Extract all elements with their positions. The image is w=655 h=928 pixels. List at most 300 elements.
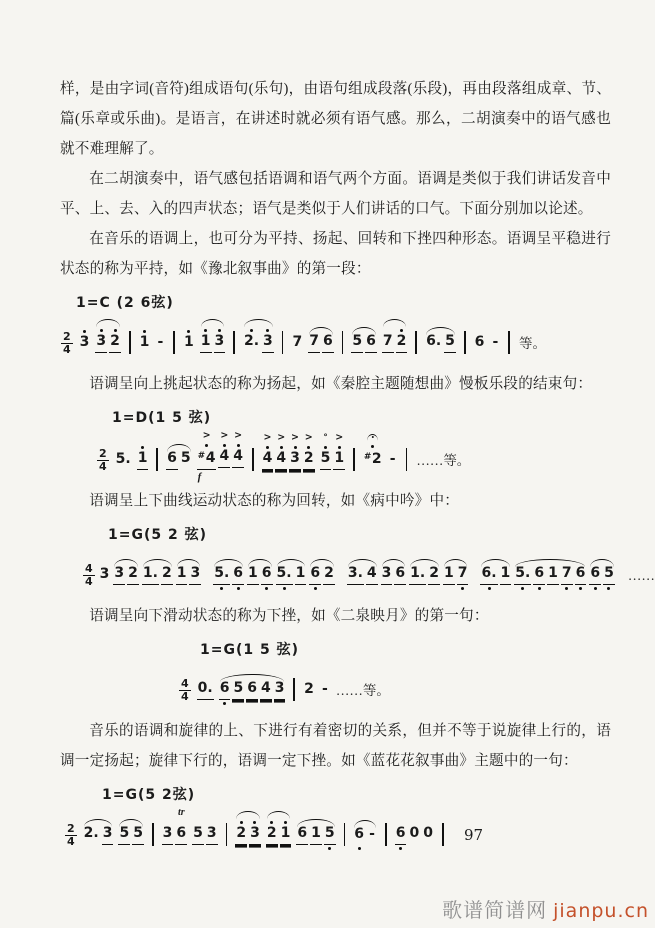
notation-line <box>60 315 611 359</box>
jianpu-note <box>365 315 377 359</box>
note-group <box>443 547 469 591</box>
octave-dot-low <box>358 845 361 851</box>
jianpu-note <box>457 547 469 591</box>
jianpu-note <box>308 315 320 359</box>
note-digit: 5. <box>276 565 293 585</box>
note-digit: 6 <box>575 565 587 585</box>
sharp-sign: # <box>197 451 206 461</box>
dot <box>461 587 464 590</box>
jianpu-note <box>603 547 615 591</box>
time-sig-denominator: 4 <box>99 460 107 473</box>
note-digit: 3 <box>189 565 201 585</box>
barline <box>344 823 346 846</box>
note-digit: 0. <box>197 680 214 700</box>
score-qinqiang-capriccio <box>60 407 611 483</box>
note-digit: 5 <box>180 450 191 466</box>
jianpu-note <box>214 315 226 359</box>
time-signature <box>65 824 77 847</box>
note-group <box>409 547 440 591</box>
note-digit: 6 <box>354 826 365 842</box>
jianpu-note <box>247 547 259 591</box>
barline <box>156 448 158 471</box>
note-group <box>474 316 486 359</box>
jianpu-note <box>155 316 165 359</box>
dot <box>400 329 403 332</box>
time-signature <box>83 564 95 587</box>
barline <box>152 823 154 846</box>
key-signature: 1=G(1 5 弦) <box>200 642 299 658</box>
barline <box>415 331 417 354</box>
accent-mark: > <box>335 432 344 443</box>
fermata-icon <box>367 434 378 441</box>
dot <box>280 446 283 449</box>
accent-mark: > <box>304 432 313 443</box>
harmonic-ring: ° <box>323 433 328 443</box>
octave-dot-low <box>314 585 317 591</box>
dot <box>283 587 286 590</box>
note-group <box>137 432 149 476</box>
barline <box>173 331 175 354</box>
barline <box>293 678 295 701</box>
accent-mark: > <box>220 430 229 441</box>
note-group <box>99 548 111 591</box>
note-group <box>381 547 407 591</box>
paragraph-turning-tone: 语调呈上下曲线运动状态的称为回转，如《病中吟》中： <box>89 493 460 509</box>
note-group <box>115 433 132 476</box>
note-ornament <box>367 431 378 443</box>
time-sig-numerator: 2 <box>99 447 107 460</box>
note-digit: 1 <box>295 565 307 585</box>
octave-dot-low <box>237 585 240 591</box>
paragraph-falling-tone: 语调呈向下滑动状态的称为下挫，如《二泉映月》的第一句： <box>89 608 489 624</box>
score-bingzhongyin <box>60 524 655 591</box>
note-group <box>162 807 188 851</box>
barline <box>442 823 444 846</box>
note-group <box>490 316 500 359</box>
barline <box>282 331 284 354</box>
key-signature: 1=D(1 5 弦) <box>112 410 212 426</box>
jianpu-note <box>323 547 335 591</box>
jianpu-note <box>353 808 365 851</box>
jianpu-note <box>200 315 212 359</box>
jianpu-note <box>232 430 244 476</box>
note-digit: 2 <box>235 825 247 845</box>
note-digit: 6 <box>394 565 406 585</box>
jianpu-note <box>490 316 500 359</box>
note-group <box>425 315 456 359</box>
dot <box>204 329 207 332</box>
note-group <box>320 432 346 476</box>
note-digit: 2 <box>304 681 314 697</box>
jianpu-note <box>295 547 307 591</box>
note-group <box>183 316 195 359</box>
jianpu-note <box>139 316 151 359</box>
jianpu-note <box>500 547 512 591</box>
note-digit: 5 <box>118 825 130 845</box>
note-group <box>388 433 398 476</box>
jianpu-note <box>303 432 315 476</box>
dot <box>237 587 240 590</box>
note-digit: 1 <box>547 565 559 585</box>
dot <box>307 446 310 449</box>
key-signature: 1=G(5 2弦) <box>102 787 196 803</box>
note-digit: - <box>492 334 499 350</box>
time-sig-denominator: 4 <box>181 690 189 703</box>
note-group <box>197 662 214 706</box>
note-digit: 6 <box>309 565 321 585</box>
jianpu-note <box>351 315 363 359</box>
note-group <box>79 316 91 359</box>
score-yubei-narrative <box>60 292 611 359</box>
jianpu-note <box>428 547 440 591</box>
dot <box>314 587 317 590</box>
note-digit: 2 <box>428 565 440 585</box>
note-digit: 5 <box>444 333 456 353</box>
dot <box>114 329 117 332</box>
note-digit: 1. <box>142 565 159 585</box>
dot <box>100 329 103 332</box>
jianpu-note <box>176 547 188 591</box>
octave-dot-low <box>399 845 402 851</box>
note-group <box>353 808 377 851</box>
score-erquan-yingyue <box>60 639 611 706</box>
dot <box>358 847 361 850</box>
note-digit: 1 <box>200 333 212 353</box>
note-group <box>118 807 144 851</box>
notation-line <box>96 430 611 483</box>
dot <box>223 444 226 447</box>
note-digit: 5. <box>115 451 131 467</box>
note-group <box>219 662 286 706</box>
dot <box>538 587 541 590</box>
jianpu-note <box>409 547 426 591</box>
paragraph-rising-tone: 语调呈向上挑起状态的称为扬起，如《秦腔主题随想曲》慢板乐段的结束句： <box>89 376 593 392</box>
dot <box>187 330 190 333</box>
dot <box>240 821 243 824</box>
barline <box>464 331 466 354</box>
score-etc-text: …… <box>627 568 655 583</box>
note-digit: 3 <box>162 825 174 845</box>
jianpu-note <box>514 547 531 591</box>
note-digit: 3 <box>274 680 286 700</box>
dot <box>607 587 610 590</box>
jianpu-note <box>575 547 587 591</box>
jianpu-note <box>303 663 315 706</box>
note-digit: 3 <box>381 565 393 585</box>
dot <box>218 329 221 332</box>
note-digit: 1 <box>137 450 149 470</box>
dot <box>237 444 240 447</box>
note-digit: 4 <box>232 448 244 468</box>
octave-dot-low <box>283 585 286 591</box>
score-etc-text: ……等。 <box>416 453 471 468</box>
note-digit: 6. <box>426 333 442 349</box>
note-group <box>382 315 408 359</box>
jianpu-note <box>197 662 214 706</box>
note-digit: 6 <box>395 825 407 845</box>
jianpu-note <box>183 316 195 359</box>
note-group <box>155 316 165 359</box>
note-digit: 4 <box>262 450 274 470</box>
jianpu-note <box>381 547 393 591</box>
note-digit: #2 <box>363 451 382 467</box>
note-digit: 7 <box>382 333 394 353</box>
jianpu-note <box>347 547 364 591</box>
jianpu-note <box>395 807 407 851</box>
note-group <box>139 316 151 359</box>
jianpu-note <box>192 807 204 851</box>
jianpu-note <box>235 807 247 851</box>
jianpu-note <box>109 315 121 359</box>
note-group <box>296 807 335 851</box>
note-digit: 3 <box>249 825 261 845</box>
accent-mark: > <box>263 432 272 443</box>
jianpu-note <box>113 547 125 591</box>
note-group <box>95 315 121 359</box>
note-digit: 6. <box>480 565 497 585</box>
jianpu-note <box>249 807 261 851</box>
note-digit: 2 <box>303 450 315 470</box>
octave-dot-low <box>328 845 331 851</box>
jianpu-note <box>79 316 91 359</box>
jianpu-note <box>280 807 292 851</box>
note-digit: 6 <box>589 565 601 585</box>
jianpu-note <box>309 547 321 591</box>
note-digit: 3 <box>102 825 114 845</box>
dot <box>265 587 268 590</box>
dot <box>266 446 269 449</box>
note-digit: 1 <box>139 334 150 350</box>
jianpu-note <box>95 315 107 359</box>
dot <box>488 587 491 590</box>
accent-mark: > <box>202 430 211 441</box>
jianpu-note <box>166 432 178 476</box>
note-group <box>347 547 378 591</box>
note-group <box>262 432 315 476</box>
note-group <box>589 547 615 591</box>
note-digit: 5 <box>192 825 204 845</box>
dot <box>338 446 341 449</box>
jianpu-note <box>533 547 545 591</box>
accent-mark: > <box>234 430 243 441</box>
watermark <box>442 894 649 923</box>
time-sig-denominator: 4 <box>67 835 75 848</box>
jianpu-note <box>246 662 258 706</box>
octave-dot-low <box>488 585 491 591</box>
note-group <box>514 547 586 591</box>
note-digit: 7 <box>561 565 573 585</box>
note-digit: 6 <box>261 565 273 585</box>
note-digit: 7 <box>292 334 303 350</box>
dot <box>521 587 524 590</box>
jianpu-note <box>396 315 408 359</box>
jianpu-note <box>382 315 394 359</box>
jianpu-note <box>388 433 398 476</box>
jianpu-note <box>213 547 230 591</box>
dot <box>270 821 273 824</box>
note-group <box>166 432 192 476</box>
note-group <box>192 807 218 851</box>
dot <box>253 821 256 824</box>
note-digit: 7 <box>308 333 320 353</box>
note-digit: #4 <box>197 448 217 470</box>
dot <box>371 445 374 448</box>
jianpu-note <box>83 807 100 851</box>
note-digit: - <box>322 681 328 697</box>
note-digit: 1 <box>333 450 345 470</box>
note-digit: 6 <box>232 565 244 585</box>
score-lanhuahua-narrative <box>60 784 611 851</box>
jianpu-note <box>197 430 217 483</box>
note-digit: 3 <box>289 450 301 470</box>
octave-dot-low <box>265 585 268 591</box>
jianpu-note <box>137 432 149 476</box>
octave-dot-low <box>579 585 582 591</box>
barline <box>508 331 510 354</box>
jianpu-note <box>261 547 273 591</box>
note-group <box>480 547 511 591</box>
octave-dot-low <box>461 585 464 591</box>
paragraph-four-forms: 在音乐的语调上，也可分为平持、扬起、回转和下挫四种形态。语调呈平稳进行状态的称为平持，如《豫北叙事曲》的第一段： <box>60 231 611 277</box>
jianpu-note <box>175 807 187 851</box>
dot <box>250 329 253 332</box>
jianpu-note <box>218 430 230 476</box>
jianpu-note <box>320 432 332 476</box>
dot <box>205 444 208 447</box>
jianpu-note <box>394 547 406 591</box>
barline <box>342 331 344 354</box>
jianpu-note <box>266 807 278 851</box>
note-digit: 0 <box>409 825 420 841</box>
note-digit: 3 <box>95 333 107 353</box>
note-digit: 6 <box>166 450 178 470</box>
time-sig-numerator: 4 <box>85 562 93 575</box>
note-digit: 2 <box>161 565 173 585</box>
jianpu-note <box>127 547 139 591</box>
note-group <box>308 315 334 359</box>
note-digit: 6 <box>246 680 258 700</box>
jianpu-note <box>320 663 330 706</box>
dot <box>328 847 331 850</box>
note-digit: 6 <box>175 825 187 845</box>
octave-dot-low <box>223 700 226 706</box>
octave-dot-low <box>594 585 597 591</box>
dynamic-mark: f <box>197 471 202 483</box>
jianpu-note <box>115 433 132 476</box>
jianpu-note <box>180 432 192 476</box>
watermark-site-url: jianpu.cn <box>553 900 649 922</box>
note-digit: 5 <box>320 450 332 470</box>
note-group <box>235 807 261 851</box>
note-digit: 5 <box>132 825 144 845</box>
jianpu-note <box>289 432 301 476</box>
note-digit: 1 <box>184 334 194 350</box>
note-group <box>309 547 335 591</box>
jianpu-note <box>274 662 286 706</box>
note-group <box>83 807 114 851</box>
jianpu-note <box>102 807 114 851</box>
note-group <box>197 430 244 483</box>
jianpu-note <box>219 662 231 706</box>
sharp-sign: # <box>363 452 372 462</box>
note-digit: 6 <box>365 333 377 353</box>
jianpu-note <box>243 315 260 359</box>
jianpu-note <box>296 807 308 851</box>
jianpu-note <box>232 547 244 591</box>
jianpu-note <box>262 315 274 359</box>
jianpu-note <box>262 432 274 476</box>
time-signature <box>97 449 109 472</box>
note-digit: 3 <box>262 333 274 353</box>
note-digit: 3 <box>214 333 226 353</box>
jianpu-note <box>425 315 442 359</box>
time-sig-numerator: 2 <box>67 822 75 835</box>
note-group <box>363 431 383 476</box>
note-digit: 4 <box>218 448 230 468</box>
jianpu-note <box>363 431 383 476</box>
dot <box>399 847 402 850</box>
note-group <box>291 316 303 359</box>
notation-line <box>178 662 611 706</box>
note-digit: 6 <box>533 565 545 585</box>
jianpu-note <box>444 315 456 359</box>
dot <box>579 587 582 590</box>
octave-dot-low <box>521 585 524 591</box>
jianpu-note <box>547 547 559 591</box>
note-digit: 7 <box>457 565 469 585</box>
jianpu-note <box>474 316 486 359</box>
note-digit: 1 <box>176 565 188 585</box>
note-digit: 2 <box>396 333 408 353</box>
note-digit: 0 <box>423 825 433 841</box>
paragraph-intro-continued: 样，是由字词(音符)组成语句(乐句)，由语句组成段落(乐段)，再由段落组成章、节、篇(乐章或乐曲)。是语言，在讲述时就必须有语气感。那么，二胡演奏中的语气感也就不难理解了。 <box>60 81 611 157</box>
note-digit: 5. <box>213 565 230 585</box>
jianpu-note <box>443 547 455 591</box>
note-digit: 4 <box>366 565 378 585</box>
key-signature: 1=C (2 6弦) <box>76 295 174 311</box>
note-digit: - <box>157 334 164 350</box>
note-digit: 5 <box>603 565 615 585</box>
note-group <box>142 547 173 591</box>
jianpu-note <box>142 547 159 591</box>
note-digit: 6 <box>296 825 308 845</box>
note-digit: 1 <box>310 825 322 845</box>
octave-dot-low <box>607 585 610 591</box>
watermark-site-name: 歌谱简谱网 <box>442 900 548 922</box>
dot <box>220 587 223 590</box>
jianpu-note <box>189 547 201 591</box>
barline <box>233 331 235 354</box>
note-group <box>243 315 274 359</box>
jianpu-note <box>276 547 293 591</box>
jianpu-note <box>206 807 218 851</box>
note-group <box>395 807 434 851</box>
note-digit: 6 <box>474 334 485 350</box>
note-digit: 5 <box>351 333 363 353</box>
barline <box>226 823 228 846</box>
dot <box>565 587 568 590</box>
jianpu-note <box>333 432 345 476</box>
octave-dot-low <box>220 585 223 591</box>
jianpu-note <box>162 807 174 851</box>
dot <box>143 330 146 333</box>
note-digit: - <box>369 826 375 842</box>
note-digit: 2 <box>127 565 139 585</box>
note-digit: 3 <box>79 334 90 350</box>
dot <box>83 330 86 333</box>
jianpu-note <box>367 808 377 851</box>
accent-mark: > <box>277 432 286 443</box>
